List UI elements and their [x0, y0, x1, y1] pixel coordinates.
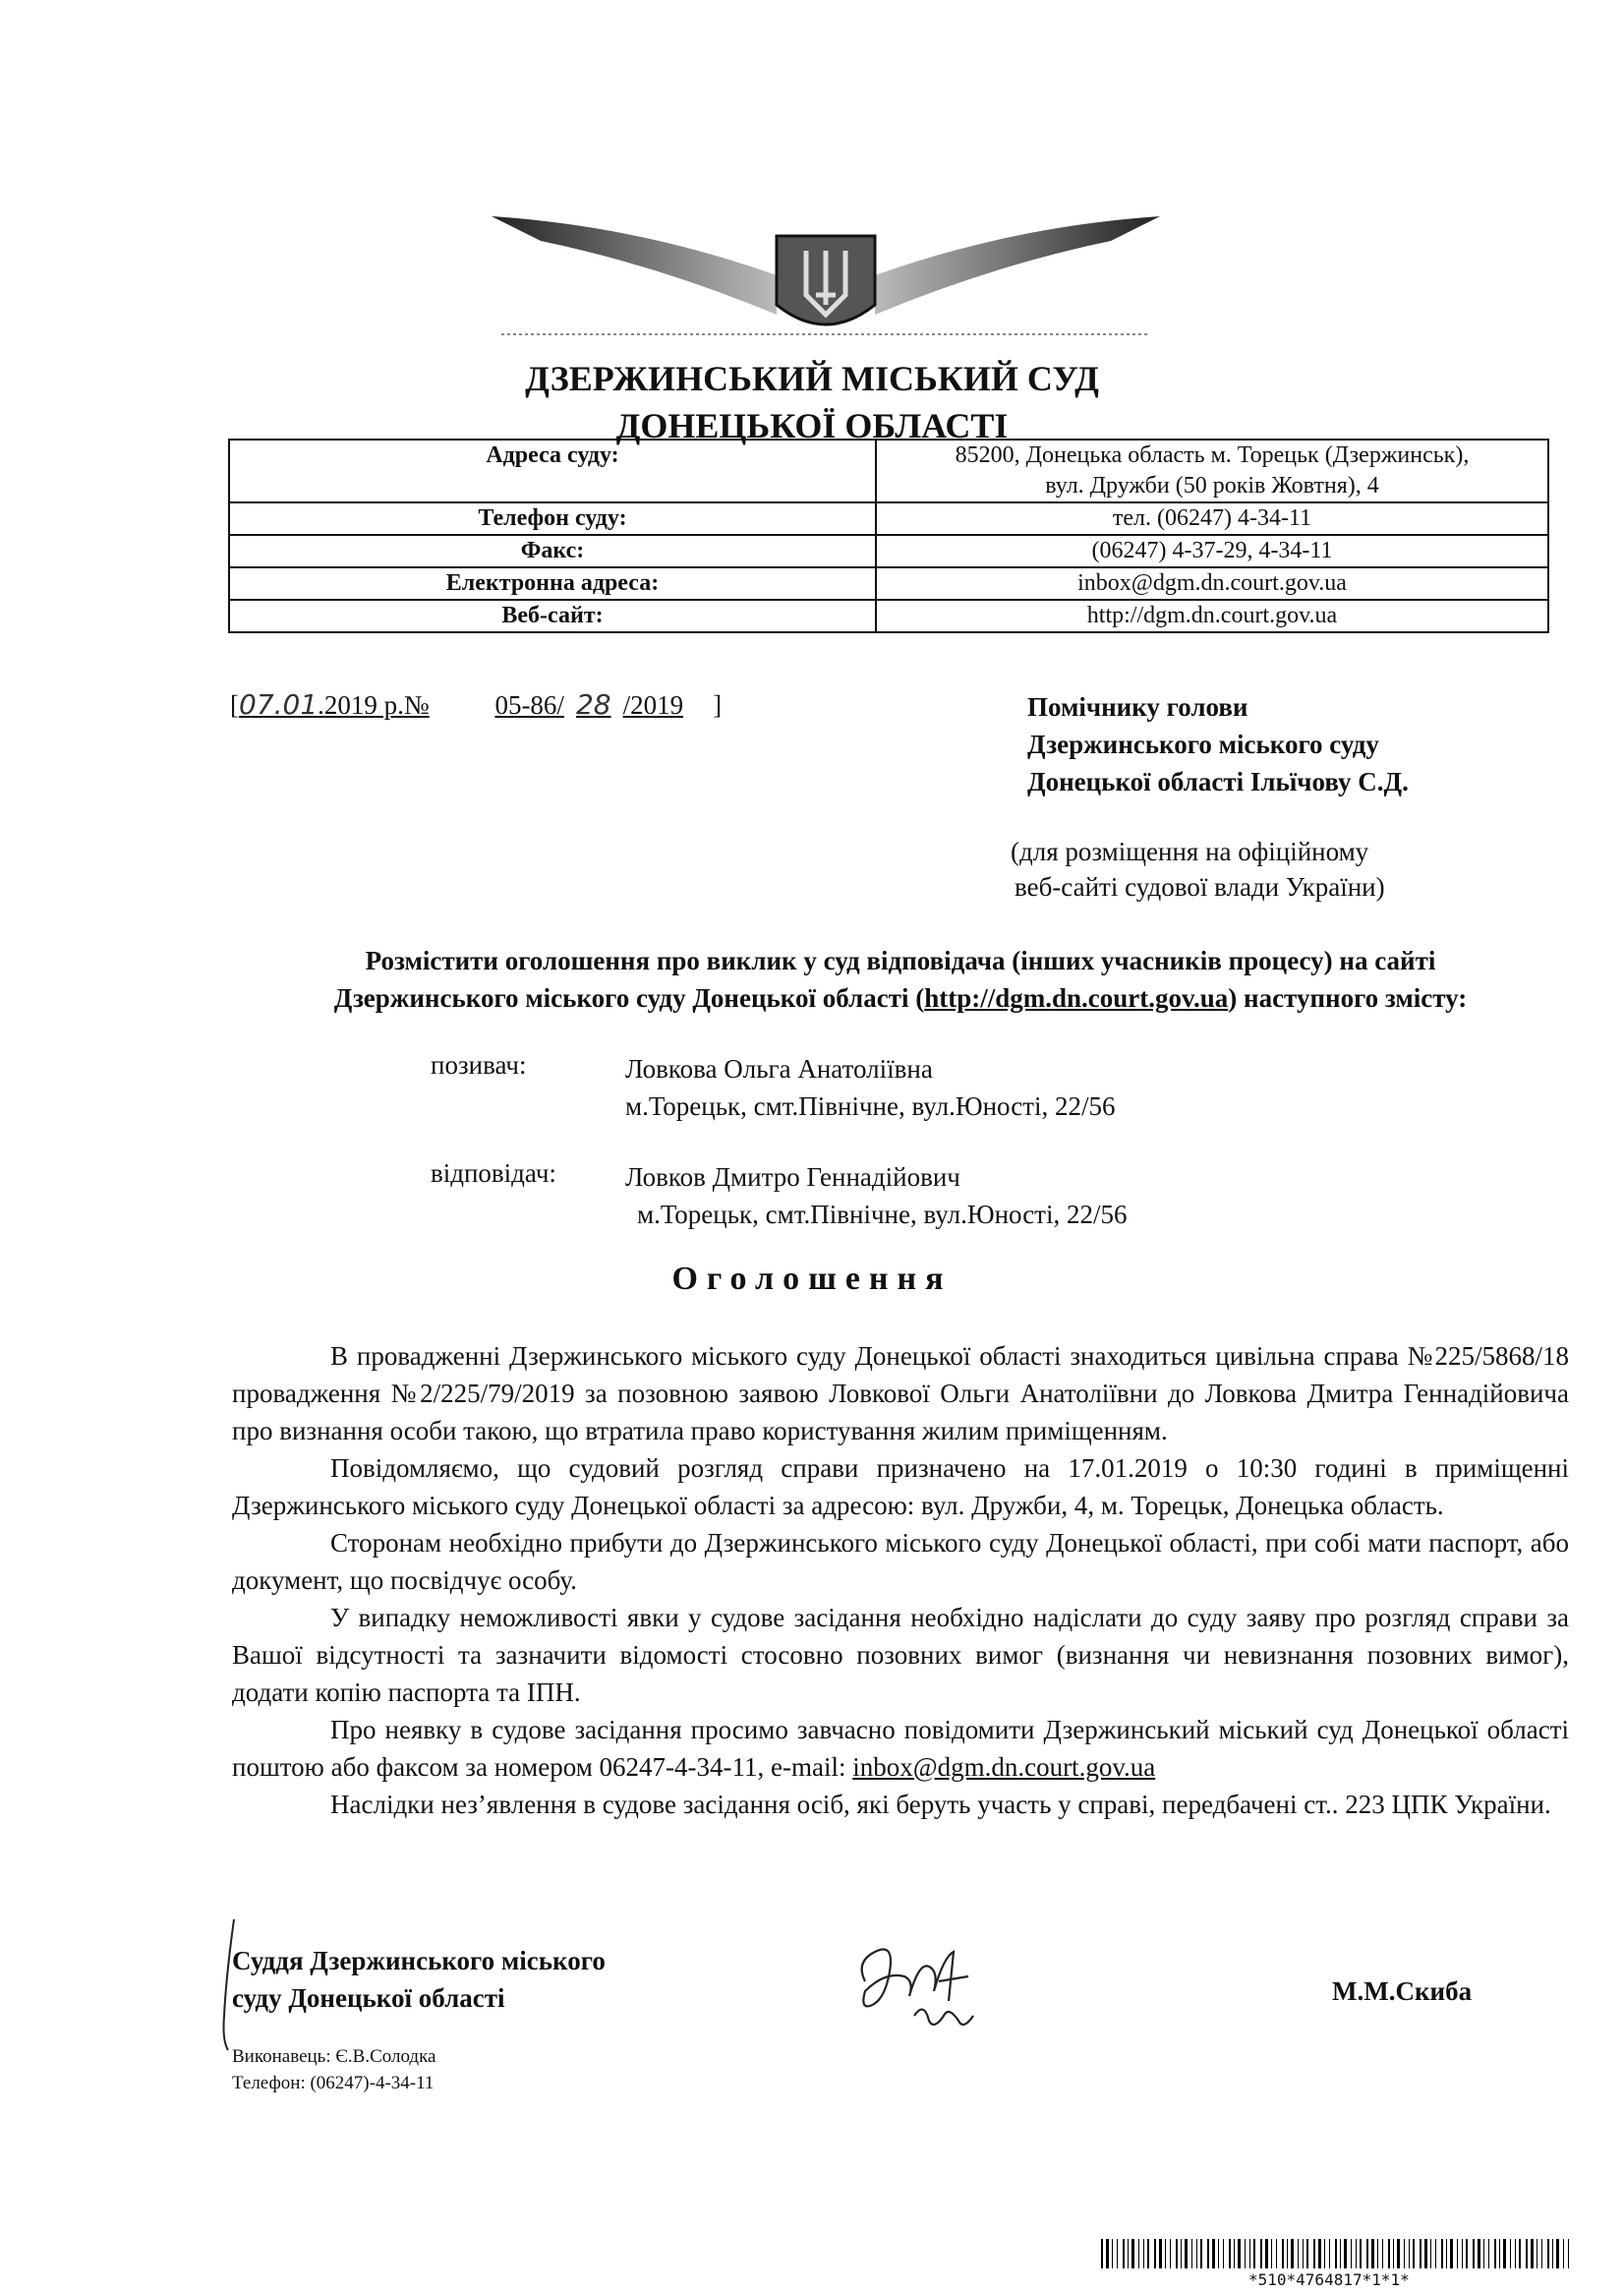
handwritten-signature-icon	[845, 1922, 993, 2045]
table-row	[229, 535, 1548, 567]
address-value-line2: вул. Дружби (50 років Жовтня), 4	[1045, 473, 1379, 499]
table-row	[229, 502, 1548, 535]
website-value: http://dgm.dn.court.gov.ua	[876, 600, 1548, 632]
handwritten-date: 07.01	[239, 688, 319, 721]
executor-name: Виконавець: Є.В.Солодка	[232, 2046, 436, 2067]
paragraph: В провадженні Дзержинського міського суду Донецької області знаходиться цивільна справа №225/5868/18 провадження №2/225/79/2019 за позовною заявою Ловкової Ольги Анатоліївни до Ловкова Дмитра Геннадійовича про визнання особи такою, що втратила право користування жилим приміщенням.	[232, 1341, 1569, 1445]
registration-number	[230, 688, 722, 721]
executor-phone: Телефон: (06247)-4-34-11	[232, 2073, 435, 2093]
defendant-address: м.Торецьк, смт.Північне, вул.Юності, 22/56	[637, 1200, 1128, 1229]
intro-line2: Дзержинського міського суду Донецької області (http://dgm.dn.court.gov.ua) наступного змісту:	[333, 983, 1468, 1013]
barcode-icon	[1101, 2239, 1573, 2268]
defendant-name: Ловков Дмитро Геннадійович	[625, 1162, 960, 1192]
note-line2: веб-сайті судової влади України)	[1015, 872, 1385, 902]
website-label: Веб-сайт:	[229, 600, 876, 632]
paragraph: Повідомляємо, що судовий розгляд справи призначено на 17.01.2019 о 10:30 годині в приміщенні Дзержинського міського суду Донецької області за адресою: вул. Дружби, 4, м. Торецьк, Донецька область.	[232, 1453, 1569, 1520]
plaintiff-address: м.Торецьк, смт.Північне, вул.Юності, 22/56	[625, 1091, 1116, 1121]
judge-name: М.М.Скиба	[1332, 1976, 1473, 2006]
number-suffix: /2019	[622, 690, 684, 720]
address-value	[876, 440, 1548, 502]
barcode-text: *510*4764817*1*1*	[1248, 2270, 1410, 2289]
plaintiff-name: Ловкова Ольга Анатоліївна	[625, 1054, 933, 1084]
paragraph: Сторонам необхідно прибути до Дзержинського міського суду Донецької області, при собі мати паспорт, або документ, що посвідчує особу.	[232, 1528, 1569, 1595]
note-line1: (для розміщення на офіційному	[1011, 837, 1369, 866]
intro-paragraph	[232, 942, 1569, 1017]
registration-doc-number	[494, 690, 713, 720]
addressee-line3: Донецької області Ільїчову С.Д.	[1027, 767, 1409, 796]
court-title-line2: ДОНЕЦЬКОЇ ОБЛАСТІ	[615, 406, 1009, 445]
fax-label: Факс:	[229, 535, 876, 567]
court-info-table	[228, 439, 1549, 633]
placement-note	[1011, 834, 1385, 905]
defendant-label: відповідач:	[431, 1158, 556, 1188]
table-row	[229, 567, 1548, 600]
ukrainian-trident-emblem-icon	[482, 197, 1170, 344]
close-bracket: ]	[713, 690, 723, 720]
table-row	[229, 600, 1548, 632]
executor-block	[232, 2043, 435, 2096]
email-link[interactable]: inbox@dgm.dn.court.gov.ua	[852, 1752, 1156, 1782]
open-bracket: [	[230, 690, 239, 720]
plaintiff-block	[625, 1050, 1116, 1125]
judge-block	[232, 1942, 606, 2017]
table-row	[229, 440, 1548, 502]
court-website-link[interactable]: http://dgm.dn.court.gov.ua	[924, 983, 1229, 1013]
addressee-line1: Помічнику голови	[1027, 692, 1248, 722]
phone-label: Телефон суду:	[229, 502, 876, 535]
judge-line2: суду Донецької області	[232, 1983, 505, 2013]
address-value-line1: 85200, Донецька область м. Торецьк (Дзержинськ),	[955, 442, 1470, 468]
judge-line1: Суддя Дзержинського міського	[232, 1946, 606, 1975]
announcement-heading: Оголошення	[671, 1261, 953, 1297]
defendant-block	[625, 1158, 1128, 1233]
handwritten-number: 28	[575, 688, 611, 721]
address-label: Адреса суду:	[229, 440, 876, 502]
paragraph: У випадку неможливості явки у судове засідання необхідно надіслати до суду заяву про розгляд справи за Вашої відсутності та зазначити відомості стосовно позовних вимог (визнання чи невизнання позовних вимог), додати копію паспорта та ІПН.	[232, 1603, 1569, 1707]
addressee-line2: Дзержинського міського суду	[1027, 730, 1379, 759]
paragraph: Про неявку в судове засідання просимо завчасно повідомити Дзержинський міський суд Донецької області поштою або факсом за номером 06247-4-34-11, e-mail: inbox@dgm.dn.court.gov.ua	[232, 1715, 1569, 1782]
intro-line1: Розмістити оголошення про виклик у суд відповідача (інших учасників процесу) на сайті	[365, 946, 1436, 975]
paragraph: Наслідки нез’явлення в судове засідання осіб, які беруть участь у справі, передбачені ст.. 223 ЦПК України.	[330, 1790, 1551, 1819]
email-value: inbox@dgm.dn.court.gov.ua	[876, 567, 1548, 600]
printed-date: .2019 р.№	[318, 690, 430, 720]
registration-date	[239, 690, 430, 720]
email-label: Електронна адреса:	[229, 567, 876, 600]
addressee-block	[1027, 688, 1409, 800]
fax-value: (06247) 4-37-29, 4-34-11	[876, 535, 1548, 567]
court-title-line1: ДЗЕРЖИНСЬКИЙ МІСЬКИЙ СУД	[525, 359, 1099, 398]
announcement-body	[232, 1337, 1569, 1823]
phone-value: тел. (06247) 4-34-11	[876, 502, 1548, 535]
plaintiff-label: позивач:	[431, 1050, 527, 1080]
number-prefix: 05-86/	[494, 690, 564, 720]
